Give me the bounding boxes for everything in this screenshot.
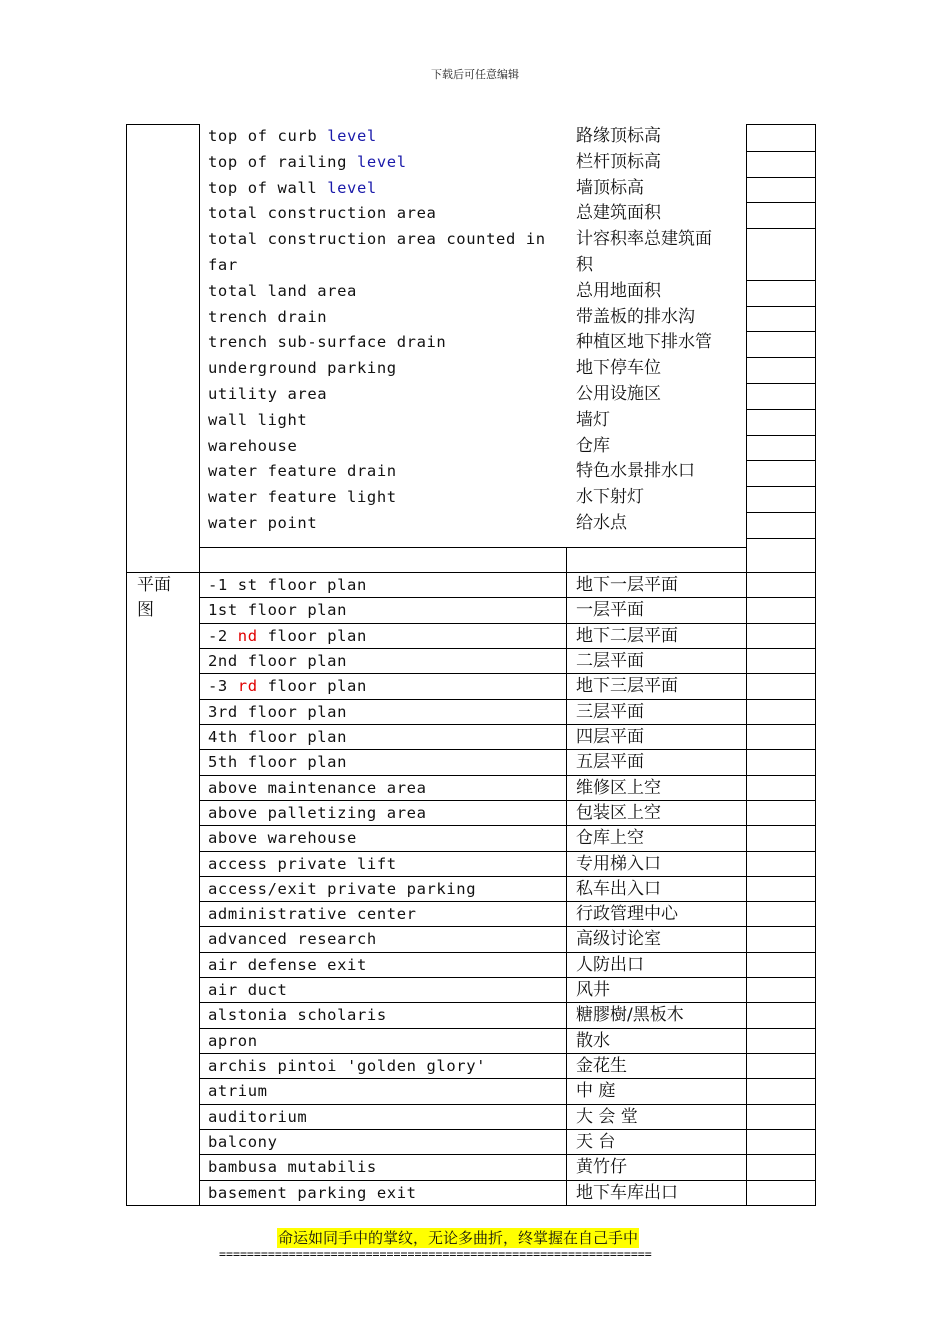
chinese-term: 二层平面 <box>576 650 644 671</box>
english-term <box>208 1079 268 1104</box>
term-highlight: nd <box>237 626 258 645</box>
chinese-term: 高级讨论室 <box>576 929 661 950</box>
table-border <box>199 1078 816 1079</box>
chinese-term: 地下停车位 <box>576 358 661 379</box>
chinese-term: 墙顶标高 <box>576 177 644 198</box>
term-text: air defense exit <box>208 955 367 974</box>
english-term <box>208 356 397 381</box>
chinese-term: 三层平面 <box>576 701 644 722</box>
english-term <box>208 305 327 330</box>
term-text: balcony <box>208 1133 278 1152</box>
term-text: -1 st floor plan <box>208 576 367 594</box>
term-text: trench sub-surface drain <box>208 333 447 352</box>
english-term <box>208 176 377 201</box>
english-term <box>208 598 347 623</box>
term-text: auditorium <box>208 1107 308 1126</box>
table-border <box>746 124 816 125</box>
chinese-term: 种植区地下排水管 <box>576 332 712 353</box>
chinese-term: 仓库 <box>576 435 610 456</box>
term-text: floor plan <box>257 626 367 645</box>
term-text: 2nd floor plan <box>208 651 348 670</box>
english-term <box>208 1130 278 1155</box>
term-text: atrium <box>208 1082 268 1101</box>
chinese-term: 路缘顶标高 <box>576 126 661 146</box>
english-term <box>208 1155 377 1180</box>
term-text: -2 <box>208 626 238 645</box>
english-term <box>208 902 417 927</box>
english-term <box>208 330 446 355</box>
chinese-term: 风井 <box>576 980 610 1001</box>
chinese-term: 私车出入口 <box>576 878 661 899</box>
term-text: wall light <box>208 410 308 429</box>
english-term <box>208 1003 387 1028</box>
english-term <box>208 434 297 459</box>
chinese-term: 地下三层平面 <box>576 676 678 697</box>
table-border <box>199 1028 816 1029</box>
table-border <box>746 331 816 332</box>
chinese-term: 大 会 堂 <box>576 1106 638 1127</box>
english-term <box>208 877 476 902</box>
table-border <box>746 486 816 487</box>
english-term <box>208 279 357 304</box>
english-term <box>208 408 307 433</box>
section-label-text: 平面 <box>137 575 171 595</box>
english-term <box>208 649 347 674</box>
term-text: air duct <box>208 981 288 1000</box>
table-border <box>746 460 816 461</box>
term-text: water feature drain <box>208 462 397 481</box>
table-border <box>746 357 816 358</box>
table-border <box>746 538 816 539</box>
term-text: total land area <box>208 281 357 300</box>
table-border <box>199 977 816 978</box>
chinese-term: 计容积率总建筑面 <box>576 229 712 250</box>
term-text: bambusa mutabilis <box>208 1158 377 1177</box>
table-border <box>746 151 816 152</box>
chinese-term: 包装区上空 <box>576 802 661 823</box>
term-text: top of curb <box>208 127 328 145</box>
term-text: floor plan <box>257 677 367 696</box>
term-text: top of wall <box>208 178 328 197</box>
term-text: administrative center <box>208 905 417 924</box>
footer-motto: 命运如同手中的掌纹，无论多曲折，终掌握在自己手中 <box>278 1229 639 1247</box>
term-text: 1st floor plan <box>208 601 348 620</box>
english-term <box>208 459 397 484</box>
chinese-term: 公用设施区 <box>576 384 661 404</box>
term-text: top of railing <box>208 152 357 171</box>
term-highlight: level <box>327 127 377 145</box>
term-highlight: level <box>327 178 377 197</box>
english-term <box>208 124 377 149</box>
english-term <box>208 1029 258 1054</box>
english-term <box>208 227 546 252</box>
term-text: total construction area <box>208 204 437 223</box>
chinese-term: 墙灯 <box>576 409 610 430</box>
section-label-text: 图 <box>137 600 154 620</box>
chinese-term: 特色水景排水口 <box>576 461 695 482</box>
table-border <box>199 124 200 1205</box>
term-text: above palletizing area <box>208 803 427 822</box>
term-text: -3 <box>208 677 238 696</box>
english-term <box>208 927 377 952</box>
english-term <box>208 776 427 801</box>
table-border <box>746 280 816 281</box>
term-text: basement parking exit <box>208 1183 417 1202</box>
page-header: 下载后可任意编辑 <box>431 68 519 81</box>
chinese-term: 总建筑面积 <box>576 203 661 224</box>
english-term <box>208 978 287 1003</box>
chinese-term: 一层平面 <box>576 600 644 621</box>
table-border <box>815 124 816 1205</box>
footer-separator: ============================================================== <box>219 1247 652 1261</box>
table-border <box>746 306 816 307</box>
chinese-term: 糖膠樹/黑板木 <box>576 1005 684 1026</box>
table-border <box>746 512 816 513</box>
chinese-term: 地下二层平面 <box>576 625 678 646</box>
chinese-term: 水下射灯 <box>576 487 644 508</box>
english-term: far <box>208 256 238 274</box>
english-term <box>208 725 347 750</box>
chinese-term: 地下车库出口 <box>576 1182 678 1203</box>
term-text: water point <box>208 514 318 532</box>
table-border <box>746 124 747 1205</box>
term-text: underground parking <box>208 359 397 378</box>
table-border <box>746 202 816 203</box>
english-term <box>208 852 397 877</box>
chinese-term: 中 庭 <box>576 1081 616 1102</box>
term-text: total construction area counted in <box>208 230 546 249</box>
chinese-term: 总用地面积 <box>576 280 661 301</box>
term-highlight: rd <box>237 677 258 696</box>
table-border <box>199 1129 816 1130</box>
term-text: apron <box>208 1031 258 1050</box>
chinese-term: 天 台 <box>576 1132 616 1153</box>
term-text: alstonia scholaris <box>208 1006 387 1025</box>
chinese-term: 带盖板的排水沟 <box>576 306 695 327</box>
english-term <box>208 382 327 407</box>
english-term <box>208 700 347 725</box>
term-text: access/exit private parking <box>208 879 477 898</box>
english-term <box>208 624 367 649</box>
english-term <box>208 485 397 510</box>
table-border <box>746 409 816 410</box>
chinese-term: 给水点 <box>576 513 627 533</box>
chinese-term: 黄竹仔 <box>576 1157 627 1178</box>
chinese-term: 五层平面 <box>576 752 644 773</box>
english-term <box>208 150 407 175</box>
chinese-term: 积 <box>576 255 593 275</box>
english-term <box>208 573 367 598</box>
term-text: archis pintoi 'golden glory' <box>208 1057 487 1076</box>
table-border <box>126 124 200 125</box>
term-text: above warehouse <box>208 829 357 848</box>
english-term <box>208 201 436 226</box>
english-term <box>208 750 347 775</box>
chinese-term: 人防出口 <box>576 954 644 975</box>
term-text: access private lift <box>208 854 397 873</box>
section-label <box>137 573 187 623</box>
chinese-term: 散水 <box>576 1030 610 1051</box>
term-text: utility area <box>208 385 328 403</box>
term-text: above maintenance area <box>208 778 427 797</box>
term-text: advanced research <box>208 930 377 949</box>
term-text: 3rd floor plan <box>208 702 348 721</box>
term-text: warehouse <box>208 436 298 455</box>
term-text: trench drain <box>208 307 328 326</box>
table-border <box>746 177 816 178</box>
chinese-term: 行政管理中心 <box>576 904 678 925</box>
english-term <box>208 826 357 851</box>
english-term <box>208 953 367 978</box>
table-border <box>746 435 816 436</box>
chinese-term: 地下一层平面 <box>576 575 678 595</box>
chinese-term: 金花生 <box>576 1056 627 1077</box>
chinese-term: 仓库上空 <box>576 828 644 849</box>
chinese-term: 维修区上空 <box>576 777 661 798</box>
english-term <box>208 511 317 536</box>
chinese-term: 专用梯入口 <box>576 853 661 874</box>
term-text: water feature light <box>208 488 397 507</box>
english-term <box>208 1181 417 1206</box>
english-term <box>208 1054 486 1079</box>
chinese-term: 四层平面 <box>576 726 644 747</box>
term-highlight: level <box>356 152 407 171</box>
chinese-term: 栏杆顶标高 <box>576 151 661 172</box>
table-border <box>746 383 816 384</box>
english-term <box>208 1105 307 1130</box>
term-text: 5th floor plan <box>208 753 348 772</box>
term-text: 4th floor plan <box>208 727 348 746</box>
table-border <box>746 228 816 229</box>
table-border <box>126 124 127 1205</box>
english-term <box>208 801 427 826</box>
table-border <box>199 547 747 548</box>
english-term <box>208 674 367 699</box>
